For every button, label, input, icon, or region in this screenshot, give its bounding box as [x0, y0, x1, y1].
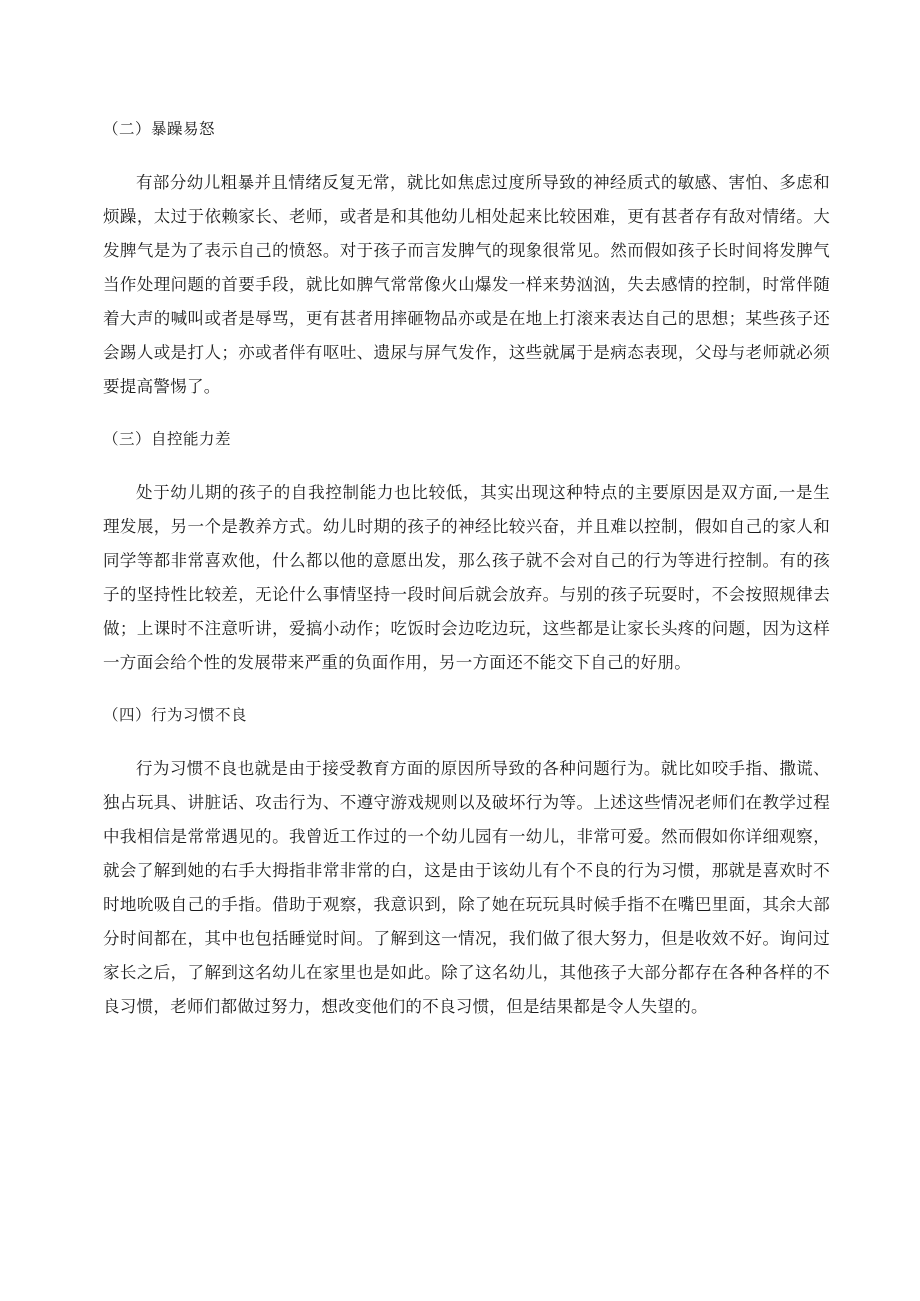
section-heading-4: （四）行为习惯不良 [103, 706, 248, 724]
section-paragraph-4: 行为习惯不良也就是由于接受教育方面的原因所导致的各种问题行为。就比如咬手指、撒谎、独占玩具、讲脏话、攻击行为、不遵守游戏规则以及破坏行为等。上述这些情况老师们在教学过程中我相信是常常遇见的。我曾近工作过的一个幼儿园有一幼儿，非常可爱。然而假如你详细观察，就会了解到她的右手大拇指非常非常的白，这是由于该幼儿有个不良的行为习惯，那就是喜欢时不时地吮吸自己的手指。借助于观察，我意识到，除了她在玩玩具时候手指不在嘴巴里面，其余大部分时间都在，其中也包括睡觉时间。了解到这一情况，我们做了很大努力，但是收效不好。询问过家长之后，了解到这名幼儿在家里也是如此。除了这名幼儿，其他孩子大部分都存在各种各样的不良习惯，老师们都做过努力，想改变他们的不良习惯，但是结果都是令人失望的。 [103, 759, 830, 1016]
section-paragraph-3: 处于幼儿期的孩子的自我控制能力也比较低，其实出现这种特点的主要原因是双方面,一是生理发展，另一个是教养方式。幼儿时期的孩子的神经比较兴奋，并且难以控制，假如自己的家人和同学等都非常喜欢他，什么都以他的意愿出发，那么孩子就不会对自己的行为等进行控制。有的孩子的坚持性比较差，无论什么事情坚持一段时间后就会放弃。与别的孩子玩耍时，不会按照规律去做；上课时不注意听讲，爱搞小动作；吃饭时会边吃边玩，这些都是让家长头疼的问题，因为这样一方面会给个性的发展带来严重的负面作用，另一方面还不能交下自己的好朋。 [103, 483, 830, 672]
section-paragraph-2: 有部分幼儿粗暴并且情绪反复无常，就比如焦虑过度所导致的神经质式的敏感、害怕、多虑和烦躁，太过于依赖家长、老师，或者是和其他幼儿相处起来比较困难，更有甚者存有敌对情绪。大发脾气是为了表示自己的愤怒。对于孩子而言发脾气的现象很常见。然而假如孩子长时间将发脾气当作处理问题的首要手段，就比如脾气常常像火山爆发一样来势汹汹，失去感情的控制，时常伴随着大声的喊叫或者是辱骂，更有甚者用摔砸物品亦或是在地上打滚来表达自己的思想；某些孩子还会踢人或是打人；亦或者伴有呕吐、遗尿与屏气发作，这些就属于是病态表现，父母与老师就必须要提高警惕了。 [103, 173, 830, 396]
section-heading-2: （二）暴躁易怒 [103, 120, 216, 138]
section-heading-3: （三）自控能力差 [103, 430, 232, 448]
document-body [103, 112, 830, 1024]
